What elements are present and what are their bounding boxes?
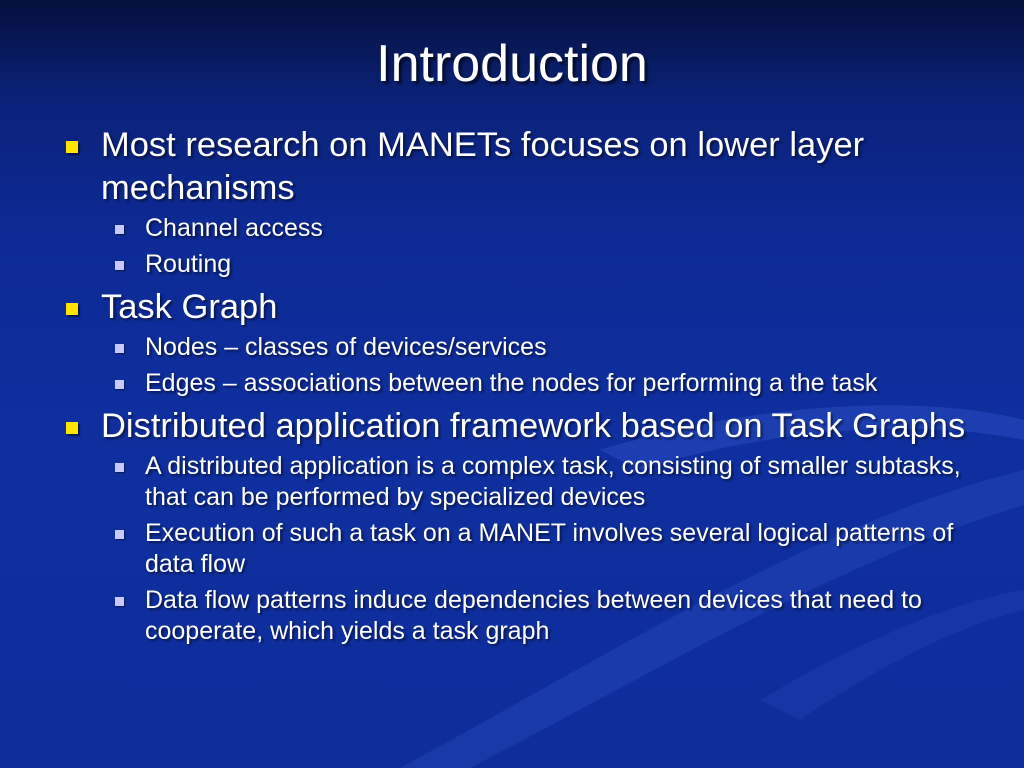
square-bullet-icon: [66, 141, 78, 153]
small-square-bullet-icon: [115, 463, 124, 472]
bullet-item-lower-layer: [64, 124, 984, 210]
small-square-bullet-icon: [115, 261, 124, 270]
square-bullet-icon: [66, 303, 78, 315]
sub-bullet-item-execution: [111, 518, 984, 580]
sub-bullet-item-data-flow: [111, 585, 984, 647]
small-square-bullet-icon: [115, 530, 124, 539]
bullet-text: Distributed application framework based on Task Graphs: [101, 407, 966, 445]
small-square-bullet-icon: [115, 344, 124, 353]
sub-bullet-text: Data flow patterns induce dependencies between devices that need to cooperate, which yields a task graph: [145, 586, 922, 645]
slide-body: [64, 124, 984, 647]
sub-bullet-item-channel-access: [111, 213, 984, 244]
sub-bullet-item-nodes: [111, 332, 984, 363]
sub-bullet-text: Routing: [145, 250, 232, 278]
small-square-bullet-icon: [115, 597, 124, 606]
bullet-item-distributed-framework: [64, 405, 984, 448]
sub-bullet-item-routing: [111, 249, 984, 280]
sub-bullet-item-edges: [111, 368, 984, 399]
sub-bullet-text: Channel access: [145, 214, 323, 242]
sub-bullet-item-complex-task: [111, 451, 984, 513]
small-square-bullet-icon: [115, 225, 124, 234]
sub-bullet-text: Nodes – classes of devices/services: [145, 333, 547, 361]
bullet-text: Task Graph: [101, 288, 278, 326]
square-bullet-icon: [66, 422, 78, 434]
sub-bullet-text: Execution of such a task on a MANET involves several logical patterns of data flow: [145, 519, 954, 578]
slide-title: Introduction: [376, 35, 648, 93]
small-square-bullet-icon: [115, 380, 124, 389]
sub-bullet-text: A distributed application is a complex task, consisting of smaller subtasks, that can be performed by specialized devices: [145, 452, 961, 511]
bullet-text: Most research on MANETs focuses on lower layer mechanisms: [101, 126, 865, 207]
bullet-item-task-graph: [64, 286, 984, 329]
sub-bullet-text: Edges – associations between the nodes for performing a the task: [145, 369, 878, 397]
